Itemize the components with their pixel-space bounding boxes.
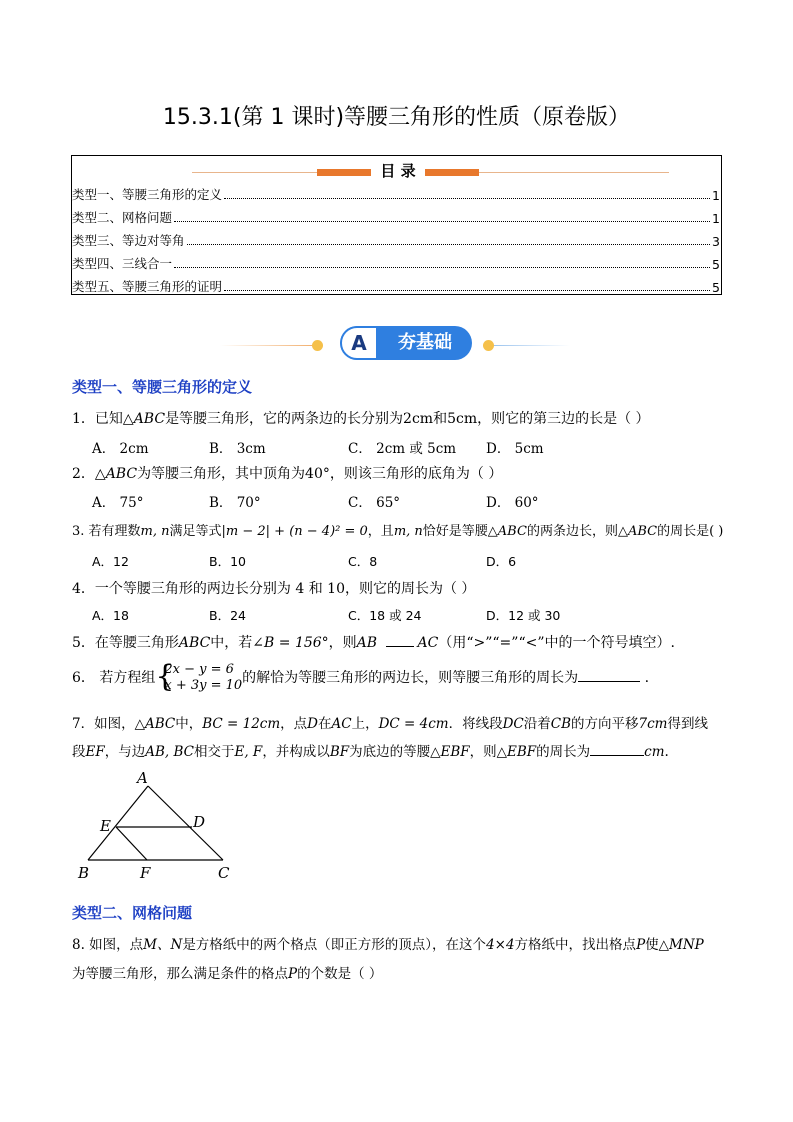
q4-option-a[interactable]: A．18 <box>92 608 129 623</box>
label-f: F <box>140 864 151 882</box>
q1-option-a[interactable]: A． 2cm <box>92 441 149 457</box>
q3-option-a[interactable]: A．12 <box>92 554 129 569</box>
banner-dot <box>483 340 494 351</box>
answer-blank[interactable] <box>590 755 644 756</box>
label-e: E <box>100 817 111 835</box>
equation-system: { 2x − y = 6 x + 3y = 10 <box>155 659 243 694</box>
question-6: 6． 若方程组 { 2x − y = 6 x + 3y = 10 的解恰为等腰三角形的两边长，则等腰三角形的周长为 . <box>72 659 650 694</box>
q2-option-d[interactable]: D． 60° <box>486 495 539 511</box>
section-heading-2: 类型二、网格问题 <box>72 904 193 922</box>
question-3: 3. 若有理数m, n满足等式|m − 2| + (n − 4)² = 0，且m, n恰好是等腰△ABC的两条边长，则△ABC的周长是( ) <box>72 524 724 539</box>
question-7-line1: 7．如图，△ABC中，BC = 12cm，点D在AC上，DC = 4cm．将线段DC沿着CB的方向平移7cm得到线 <box>72 716 708 732</box>
question-1: 1．已知△ABC是等腰三角形，它的两条边的长分别为2cm和5cm，则它的第三边的长是（ ） <box>72 411 650 427</box>
question-4: 4．一个等腰三角形的两边长分别为 4 和 10，则它的周长为（ ） <box>72 581 476 597</box>
q2-option-a[interactable]: A． 75° <box>92 495 144 511</box>
question-2: 2．△ABC为等腰三角形，其中顶角为40°，则该三角形的底角为（ ） <box>72 466 503 482</box>
q4-option-b[interactable]: B．24 <box>209 608 246 623</box>
question-8-line2: 为等腰三角形，那么满足条件的格点P的个数是（ ） <box>72 966 383 982</box>
banner-text: 夯基础 <box>398 332 452 353</box>
q2-option-b[interactable]: B． 70° <box>209 495 261 511</box>
toc-item[interactable]: 类型一、等腰三角形的定义 1 <box>72 187 720 203</box>
q2-option-c[interactable]: C． 65° <box>348 495 401 511</box>
label-a: A <box>137 770 148 787</box>
answer-blank[interactable] <box>386 646 414 647</box>
toc-heading: 目 录 <box>380 162 416 180</box>
side-ab <box>88 786 148 860</box>
toc-divider <box>192 172 317 173</box>
question-7-line2: 段EF，与边AB, BC相交于E, F，并构成以BF为底边的等腰△EBF，则△EBF的周长为 cm. <box>72 744 669 760</box>
banner-badge <box>340 326 472 360</box>
toc-divider <box>479 172 669 173</box>
q1-option-c[interactable]: C． 2cm 或 5cm <box>348 441 457 457</box>
q4-option-c[interactable]: C．18 或 24 <box>348 608 422 623</box>
banner-letter: A <box>340 326 378 360</box>
toc-accent-bar <box>425 169 479 176</box>
label-b: B <box>78 864 90 882</box>
toc-item[interactable]: 类型四、三线合一 5 <box>72 256 720 272</box>
section-heading-1: 类型一、等腰三角形的定义 <box>72 378 253 396</box>
q3-option-d[interactable]: D．6 <box>486 554 517 569</box>
toc-item[interactable]: 类型二、网格问题 1 <box>72 210 720 226</box>
answer-blank[interactable] <box>578 681 640 682</box>
q1-option-d[interactable]: D． 5cm <box>486 441 544 457</box>
q3-option-b[interactable]: B．10 <box>209 554 246 569</box>
side-ac <box>148 786 223 860</box>
page-title: 15.3.1(第 1 课时)等腰三角形的性质（原卷版） <box>162 105 631 130</box>
q4-option-d[interactable]: D．12 或 30 <box>486 608 561 623</box>
segment-ef <box>116 827 147 860</box>
toc-header <box>72 160 721 180</box>
label-c: C <box>218 864 230 882</box>
toc-accent-bar <box>317 169 371 176</box>
label-d: D <box>193 813 206 831</box>
toc-item[interactable]: 类型三、等边对等角 3 <box>72 233 720 249</box>
banner-dot <box>312 340 323 351</box>
question-5: 5．在等腰三角形ABC中，若∠B = 156°，则AB AC（用“>”“=”“<”中的一个符号填空）. <box>72 635 675 651</box>
q3-option-c[interactable]: C．8 <box>348 554 378 569</box>
triangle-figure <box>76 770 246 882</box>
q1-option-b[interactable]: B． 3cm <box>209 441 266 457</box>
question-8-line1: 8. 如图，点M、N是方格纸中的两个格点（即正方形的顶点），在这个4×4方格纸中，找出格点P使△MNP <box>72 937 704 953</box>
section-banner <box>220 324 570 364</box>
table-of-contents <box>71 155 722 295</box>
toc-item[interactable]: 类型五、等腰三角形的证明 5 <box>72 279 720 295</box>
